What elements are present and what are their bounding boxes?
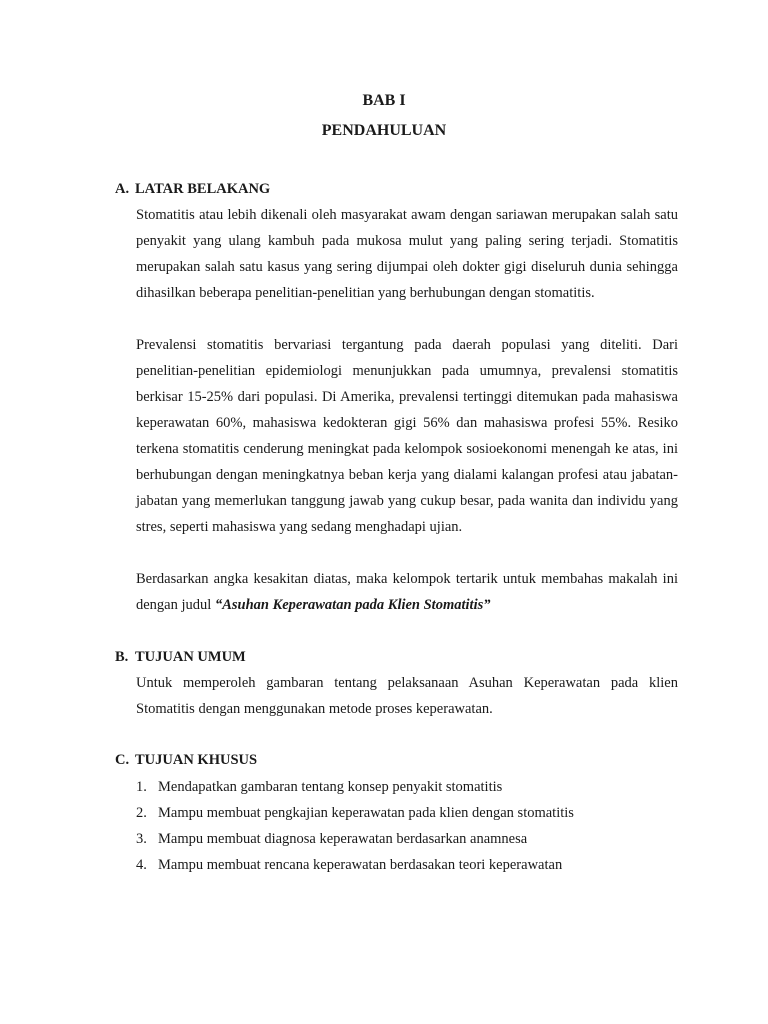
list-item-number: 3. — [136, 831, 147, 847]
list-item-text: Mampu membuat pengkajian keperawatan pada klien dengan stomatitis — [158, 805, 574, 821]
section-c-title: TUJUAN KHUSUS — [135, 752, 258, 768]
chapter-title: PENDAHULUAN — [321, 122, 447, 139]
section-a-heading — [115, 180, 270, 198]
list-item-text: Mendapatkan gambaran tentang konsep penyakit stomatitis — [158, 779, 503, 795]
list-item-text: Mampu membuat rencana keperawatan berdasakan teori keperawatan — [158, 857, 563, 873]
section-a-letter: A. — [115, 181, 130, 197]
section-a-paragraph-1: Stomatitis atau lebih dikenali oleh masyarakat awam dengan sariawan merupakan salah satu penyakit yang ulang kambuh pada mukosa mulut yang paling sering terjadi. Stomatitis merupakan salah satu kasus yang sering dijumpai oleh dokter gigi diseluruh dunia sehingga dihasilkan beberapa penelitian-penelitian yang berhubungan dengan stomatitis. — [136, 207, 678, 301]
list-item — [136, 774, 696, 800]
list-item-text: Mampu membuat diagnosa keperawatan berdasarkan anamnesa — [158, 831, 528, 847]
list-item-number: 1. — [136, 779, 147, 795]
section-b-heading — [115, 648, 246, 666]
objectives-list — [136, 774, 696, 878]
section-a-title: LATAR BELAKANG — [135, 181, 271, 197]
paper-title-emphasis: “Asuhan Keperawatan pada Klien Stomatitis” — [214, 597, 491, 613]
section-b-title: TUJUAN UMUM — [135, 649, 246, 665]
list-item-number: 4. — [136, 857, 147, 873]
section-b-paragraph-1: Untuk memperoleh gambaran tentang pelaksanaan Asuhan Keperawatan pada klien Stomatitis dengan menggunakan metode proses keperawatan. — [136, 675, 678, 717]
chapter-number: BAB I — [362, 92, 406, 109]
list-item — [136, 826, 696, 852]
list-item-number: 2. — [136, 805, 147, 821]
section-c-letter: C. — [115, 752, 130, 768]
section-c-heading — [115, 751, 257, 769]
section-a-paragraph-3-text: Berdasarkan angka kesakitan diatas, maka kelompok tertarik untuk membahas makalah ini dengan judul — [136, 571, 678, 613]
list-item — [136, 800, 696, 826]
section-b-letter: B. — [115, 649, 129, 665]
list-item — [136, 852, 696, 878]
section-a-paragraph-2: Prevalensi stomatitis bervariasi tergantung pada daerah populasi yang diteliti. Dari penelitian-penelitian epidemiologi menunjukkan pada umumnya, prevalensi stomatitis berkisar 15-25% dari populasi. Di Amerika, prevalensi tertinggi ditemukan pada mahasiswa keperawatan 60%, mahasiswa kedokteran gigi 56% dan mahasiswa profesi 55%. Resiko terkena stomatitis cenderung meningkat pada kelompok sosioekonomi menengah ke atas, ini berhubungan dengan meningkatnya beban kerja yang dialami kalangan profesi atau jabatan-jabatan yang memerlukan tanggung jawab yang cukup besar, pada wanita dan individu yang stres, seperti mahasiswa yang sedang menghadapi ujian. — [136, 337, 678, 535]
section-a-paragraph-3 — [136, 566, 678, 618]
